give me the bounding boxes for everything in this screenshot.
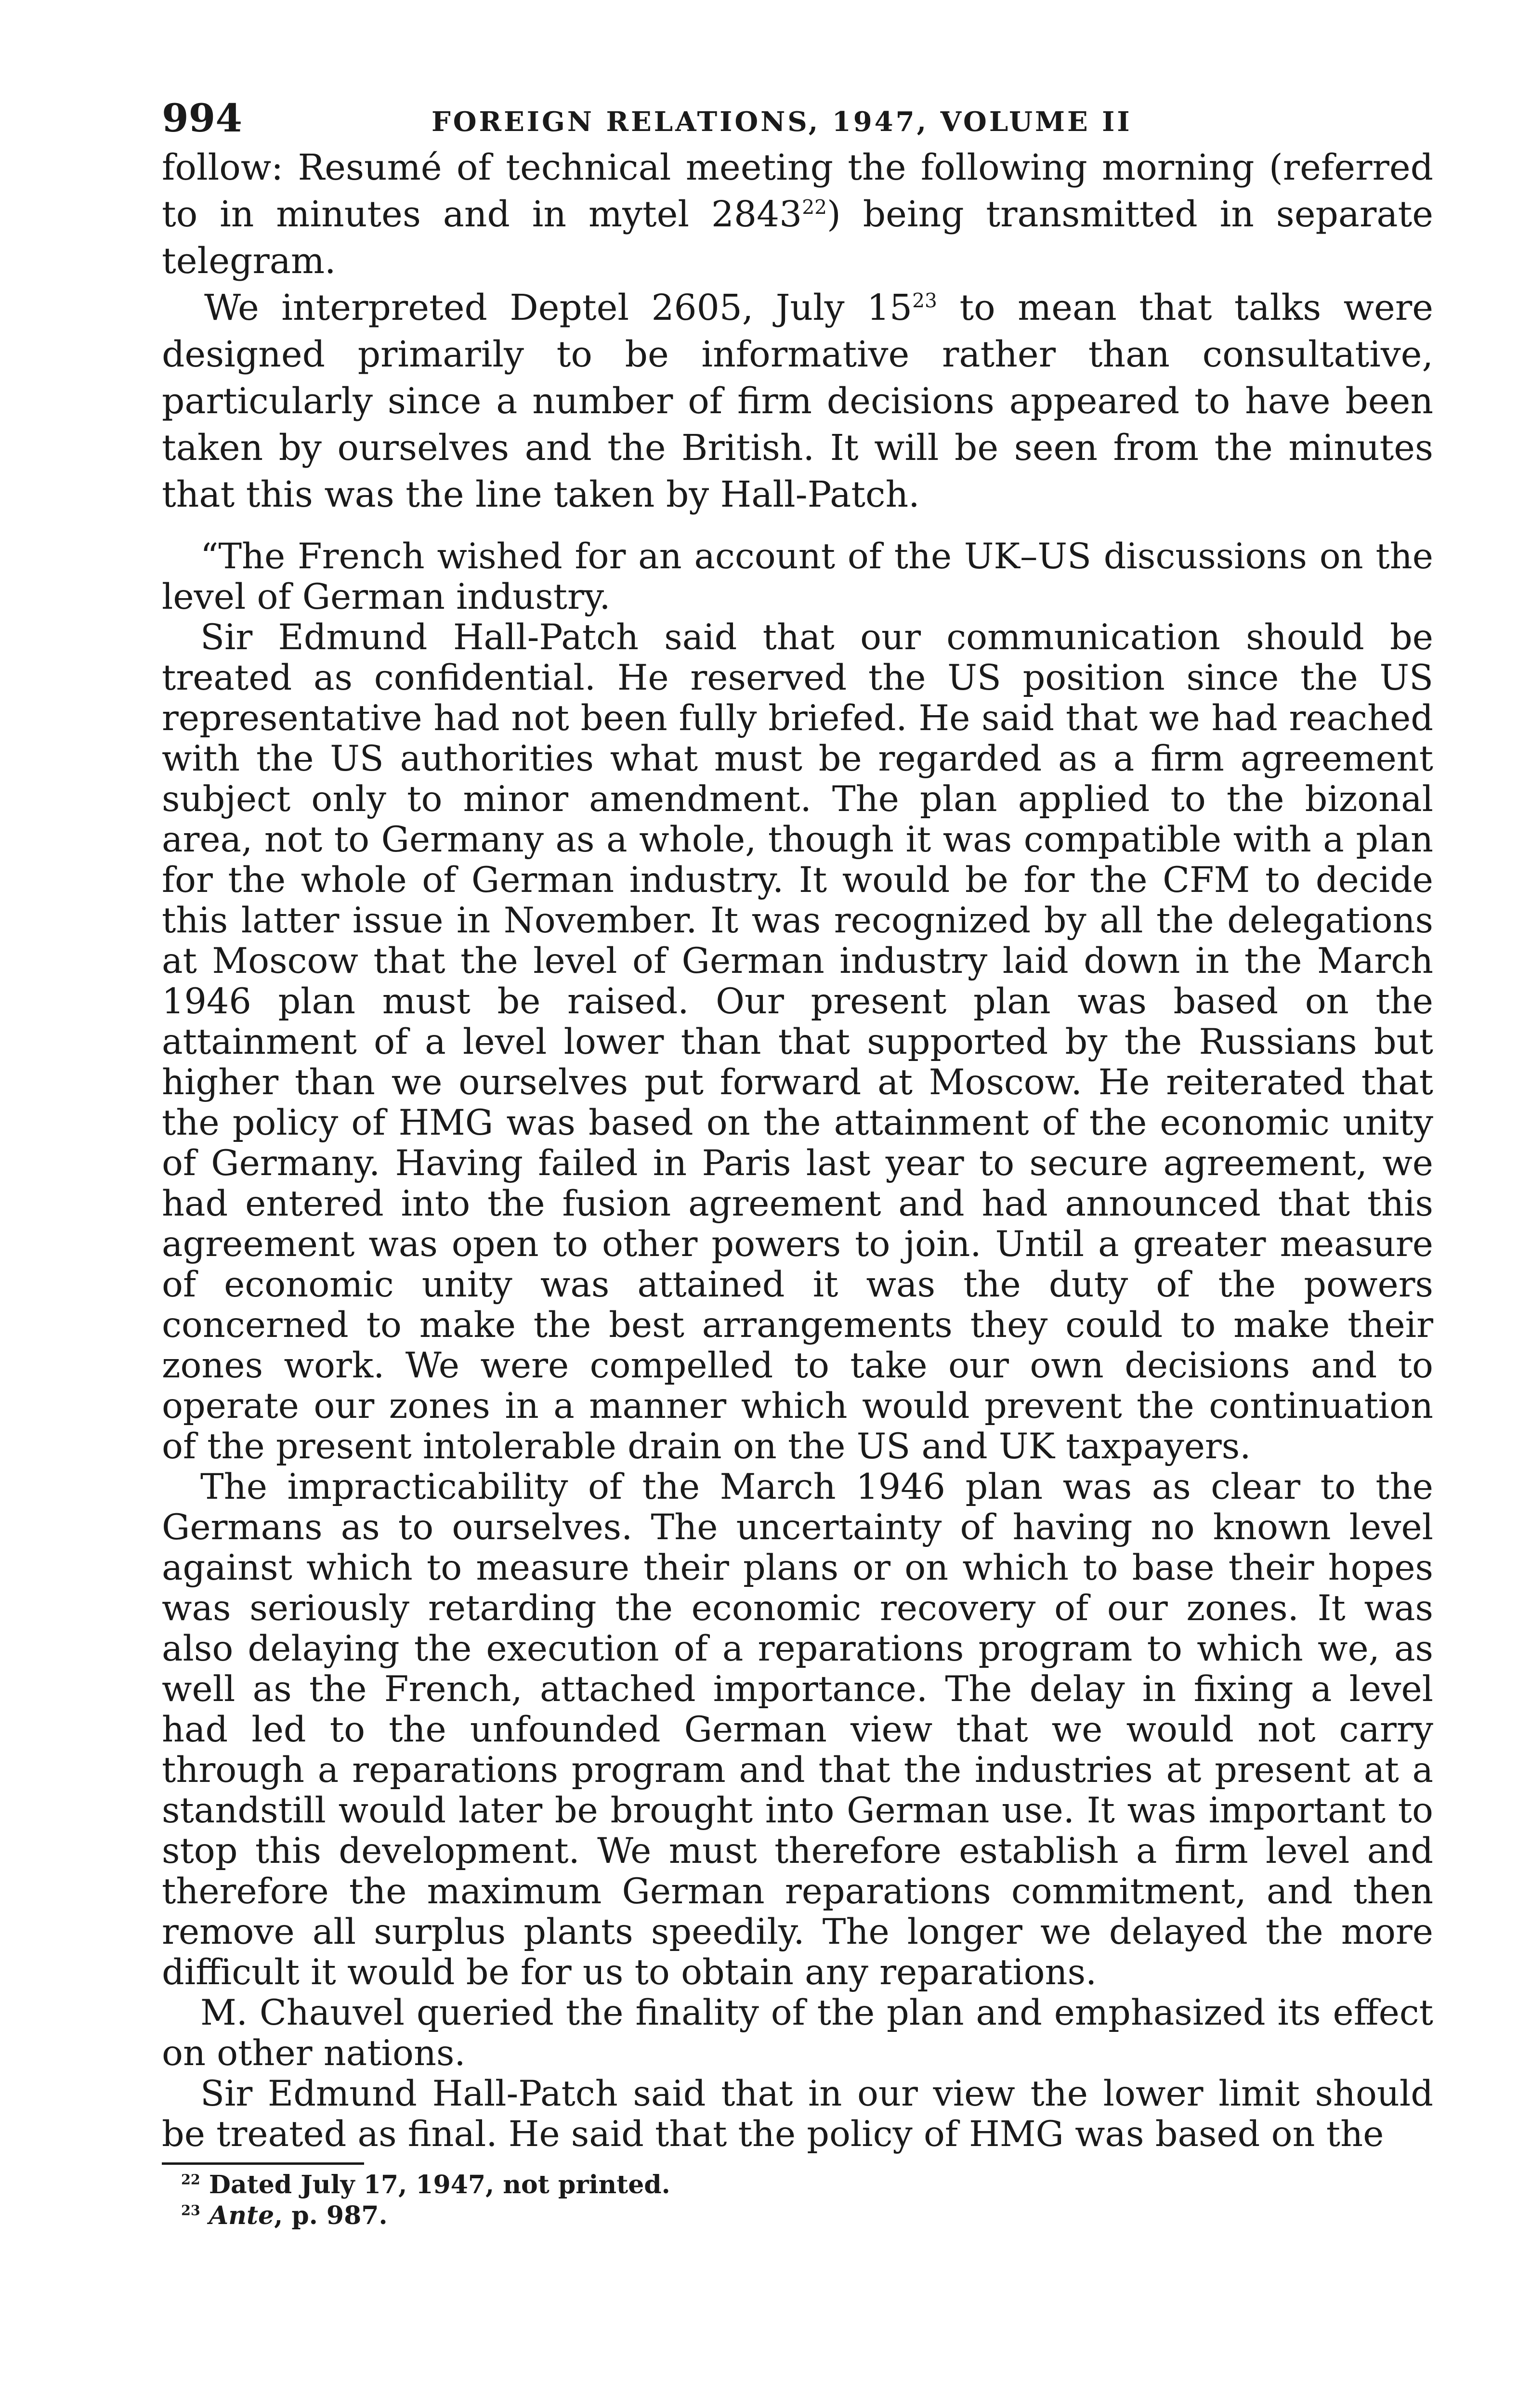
footnote-mark: 23	[181, 2202, 200, 2219]
quote-paragraph: “The French wished for an account of the UK–US discussions on the level of German industry.	[162, 536, 1433, 617]
paragraph	[162, 144, 1433, 285]
paragraph-text: We interpreted Deptel 2605, July 15	[204, 287, 913, 328]
running-title: FOREIGN RELATIONS, 1947, VOLUME II	[432, 106, 1132, 138]
footnote-ref: 23	[912, 289, 937, 313]
quote-paragraph: Sir Edmund Hall-Patch said that our communication should be treated as confidential. He reserved the US position since the US representative had not been fully briefed. He said that we had reached with the US authorities what must be regarded as a firm agreement subject only to minor amendment. The plan applied to the bizonal area, not to Germany as a whole, though it was compatible with a plan for the whole of German industry. It would be for the CFM to decide this latter issue in November. It was recognized by all the delegations at Moscow that the level of German industry laid down in the March 1946 plan must be raised. Our present plan was based on the attainment of a level lower than that supported by the Russians but higher than we ourselves put forward at Moscow. He reiterated that the policy of HMG was based on the attainment of the economic unity of Germany. Having failed in Paris last year to secure agreement, we had entered into the fusion agreement and had announced that this agreement was open to other powers to join. Until a greater measure of economic unity was attained it was the duty of the powers concerned to make the best arrangements they could to make their zones work. We were compelled to take our own decisions and to operate our zones in a manner which would prevent the continuation of the present intolerable drain on the US and UK taxpayers.	[162, 617, 1433, 1467]
paragraph	[162, 285, 1433, 518]
footnote-mark: 22	[181, 2171, 200, 2188]
running-head	[162, 92, 1433, 144]
quote-paragraph: Sir Edmund Hall-Patch said that in our view the lower limit should be treated as final. He said that the policy of HMG was based on the	[162, 2073, 1433, 2155]
quote-paragraph: The impracticability of the March 1946 plan was as clear to the Germans as to ourselves. The uncertainty of having no known level against which to measure their plans or on which to base their hopes was seriously retarding the economic recovery of our zones. It was also delaying the execution of a reparations program to which we, as well as the French, attached importance. The delay in fixing a level had led to the unfounded German view that we would not carry through a reparations program and that the industries at present at a standstill would later be brought into German use. It was important to stop this development. We must therefore establish a firm level and therefore the maximum German reparations commitment, and then remove all surplus plants speedily. The longer we delayed the more difficult it would be for us to obtain any reparations.	[162, 1466, 1433, 1993]
page-number: 994	[162, 95, 242, 141]
footnote	[162, 2170, 1433, 2200]
paragraph-text: ) being transmitted in separate telegram.	[162, 194, 1434, 282]
lead-text	[162, 144, 1433, 518]
paragraph-text: to mean that talks were designed primarily to be informative rather than consultative, particularly since a number of firm decisions appeared to have been taken by ourselves and the British. It will be seen from the minutes that this was the line taken by Hall-Patch.	[162, 287, 1433, 515]
quote-paragraph: M. Chauvel queried the finality of the plan and emphasized its effect on other nations.	[162, 1992, 1433, 2074]
footnote-rule	[162, 2162, 364, 2165]
footnote-text: , p. 987.	[274, 2201, 388, 2230]
footnote-ref: 22	[802, 196, 827, 219]
footnotes	[162, 2170, 1433, 2231]
quoted-minutes	[162, 537, 1433, 2155]
spacer	[162, 518, 1433, 537]
footnote	[162, 2200, 1433, 2231]
paragraph-text: follow: Resumé of technical meeting the following morning (referred to in minutes and in mytel 2843	[162, 147, 1433, 235]
footnote-text: Dated July 17, 1947, not printed.	[200, 2170, 670, 2199]
footnote-italic: Ante	[200, 2201, 275, 2230]
document-page	[162, 92, 1433, 2231]
